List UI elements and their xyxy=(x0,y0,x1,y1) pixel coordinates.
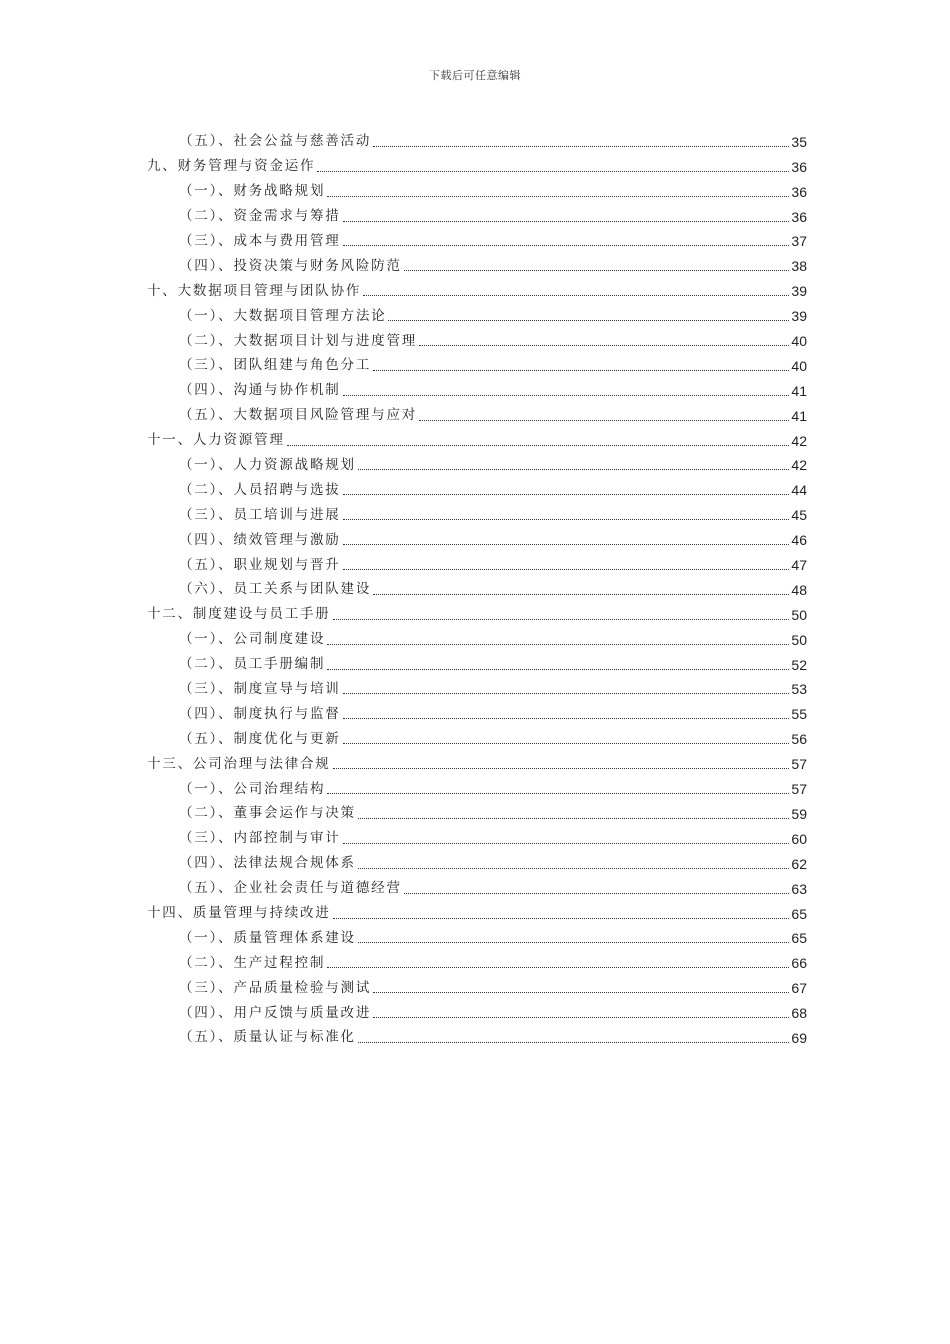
toc-dot-leader xyxy=(343,718,790,719)
toc-section-entry[interactable] xyxy=(147,623,807,648)
toc-entry-title: （三）、团队组建与角色分工 xyxy=(179,357,372,374)
toc-entry-title: （三）、产品质量检验与测试 xyxy=(179,979,372,996)
toc-dot-leader xyxy=(373,370,789,371)
toc-dot-leader xyxy=(363,295,789,296)
toc-entry-title: （一）、财务战略规划 xyxy=(179,183,326,200)
toc-page-number: 46 xyxy=(791,532,807,549)
toc-section-entry[interactable] xyxy=(147,200,807,225)
toc-entry-title: （二）、人员招聘与选拔 xyxy=(179,481,341,498)
toc-entry-title: （五）、质量认证与标准化 xyxy=(179,1029,356,1046)
toc-section-entry[interactable] xyxy=(147,996,807,1021)
toc-page-number: 40 xyxy=(791,333,807,350)
toc-section-entry[interactable] xyxy=(147,175,807,200)
toc-entry-title: （三）、员工培训与进展 xyxy=(179,506,341,523)
toc-dot-leader xyxy=(419,420,789,421)
toc-section-entry[interactable] xyxy=(147,498,807,523)
toc-page-number: 50 xyxy=(791,631,807,648)
toc-dot-leader xyxy=(419,345,789,346)
toc-entry-title: （一）、公司治理结构 xyxy=(179,780,326,797)
toc-section-entry[interactable] xyxy=(147,673,807,698)
toc-entry-title: （二）、生产过程控制 xyxy=(179,954,326,971)
toc-dot-leader xyxy=(343,743,790,744)
toc-section-entry[interactable] xyxy=(147,349,807,374)
table-of-contents xyxy=(147,125,807,1046)
toc-dot-leader xyxy=(327,967,789,968)
toc-page-number: 35 xyxy=(791,133,807,150)
toc-entry-title: （三）、制度宣导与培训 xyxy=(179,680,341,697)
toc-page-number: 59 xyxy=(791,805,807,822)
toc-dot-leader xyxy=(358,868,790,869)
toc-entry-title: （四）、绩效管理与激励 xyxy=(179,531,341,548)
toc-dot-leader xyxy=(373,594,789,595)
toc-section-entry[interactable] xyxy=(147,1021,807,1046)
toc-page-number: 50 xyxy=(791,606,807,623)
toc-page-number: 65 xyxy=(791,930,807,947)
toc-entry-title: 十三、公司治理与法律合规 xyxy=(147,755,331,772)
toc-entry-title: （四）、投资决策与财务风险防范 xyxy=(179,257,402,274)
toc-dot-leader xyxy=(343,519,790,520)
page-header: 下载后可任意编辑 xyxy=(429,69,521,82)
toc-page-number: 52 xyxy=(791,656,807,673)
toc-dot-leader xyxy=(333,918,790,919)
toc-page-number: 41 xyxy=(791,407,807,424)
toc-section-entry[interactable] xyxy=(147,324,807,349)
toc-dot-leader xyxy=(343,569,790,570)
toc-section-entry[interactable] xyxy=(147,922,807,947)
toc-section-entry[interactable] xyxy=(147,971,807,996)
toc-dot-leader xyxy=(373,146,789,147)
toc-section-entry[interactable] xyxy=(147,573,807,598)
toc-dot-leader xyxy=(327,793,789,794)
toc-entry-title: （一）、大数据项目管理方法论 xyxy=(179,307,387,324)
toc-dot-leader xyxy=(333,768,790,769)
toc-page-number: 57 xyxy=(791,756,807,773)
toc-dot-leader xyxy=(373,992,789,993)
toc-dot-leader xyxy=(327,644,789,645)
toc-dot-leader xyxy=(327,669,789,670)
toc-entry-title: 九、财务管理与资金运作 xyxy=(147,158,316,175)
toc-entry-title: （二）、大数据项目计划与进度管理 xyxy=(179,332,418,349)
toc-page-number: 66 xyxy=(791,955,807,972)
toc-page-number: 42 xyxy=(791,457,807,474)
toc-page-number: 56 xyxy=(791,731,807,748)
toc-section-entry[interactable] xyxy=(147,648,807,673)
toc-entry-title: （五）、企业社会责任与道德经营 xyxy=(179,880,402,897)
toc-entry-title: （四）、沟通与协作机制 xyxy=(179,382,341,399)
toc-section-entry[interactable] xyxy=(147,847,807,872)
toc-entry-title: （四）、用户反馈与质量改进 xyxy=(179,1004,372,1021)
toc-page-number: 69 xyxy=(791,1029,807,1046)
toc-page-number: 41 xyxy=(791,382,807,399)
toc-dot-leader xyxy=(343,843,790,844)
toc-section-entry[interactable] xyxy=(147,822,807,847)
toc-dot-leader xyxy=(358,818,790,819)
toc-dot-leader xyxy=(373,1017,789,1018)
toc-page-number: 36 xyxy=(791,208,807,225)
toc-section-entry[interactable] xyxy=(147,523,807,548)
toc-section-entry[interactable] xyxy=(147,872,807,897)
toc-entry-title: （六）、员工关系与团队建设 xyxy=(179,581,372,598)
toc-entry-title: （一）、公司制度建设 xyxy=(179,631,326,648)
toc-entry-title: （二）、资金需求与筹措 xyxy=(179,208,341,225)
toc-dot-leader xyxy=(333,619,790,620)
toc-page-number: 53 xyxy=(791,681,807,698)
toc-dot-leader xyxy=(343,693,790,694)
toc-page-number: 67 xyxy=(791,980,807,997)
toc-dot-leader xyxy=(404,893,790,894)
toc-entry-title: 十一、人力资源管理 xyxy=(147,432,285,449)
toc-dot-leader xyxy=(317,171,789,172)
toc-page-number: 55 xyxy=(791,706,807,723)
toc-page-number: 44 xyxy=(791,482,807,499)
toc-entry-title: （二）、董事会运作与决策 xyxy=(179,805,356,822)
toc-entry-title: （一）、质量管理体系建设 xyxy=(179,929,356,946)
toc-page-number: 68 xyxy=(791,1005,807,1022)
toc-page-number: 60 xyxy=(791,830,807,847)
toc-section-entry[interactable] xyxy=(147,772,807,797)
toc-entry-title: （二）、员工手册编制 xyxy=(179,656,326,673)
toc-page-number: 38 xyxy=(791,258,807,275)
toc-section-entry[interactable] xyxy=(147,946,807,971)
toc-dot-leader xyxy=(343,395,790,396)
toc-chapter-entry[interactable] xyxy=(147,897,807,922)
toc-dot-leader xyxy=(358,942,790,943)
toc-chapter-entry[interactable] xyxy=(147,747,807,772)
toc-section-entry[interactable] xyxy=(147,548,807,573)
toc-dot-leader xyxy=(343,544,790,545)
toc-page-number: 36 xyxy=(791,158,807,175)
toc-page-number: 47 xyxy=(791,557,807,574)
toc-page-number: 36 xyxy=(791,183,807,200)
toc-section-entry[interactable] xyxy=(147,797,807,822)
toc-section-entry[interactable] xyxy=(147,473,807,498)
toc-page-number: 65 xyxy=(791,905,807,922)
toc-section-entry[interactable] xyxy=(147,125,807,150)
toc-entry-title: （三）、成本与费用管理 xyxy=(179,232,341,249)
toc-section-entry[interactable] xyxy=(147,722,807,747)
toc-dot-leader xyxy=(388,320,789,321)
toc-entry-title: 十、大数据项目管理与团队协作 xyxy=(147,282,362,299)
toc-dot-leader xyxy=(358,1042,790,1043)
toc-page-number: 42 xyxy=(791,432,807,449)
toc-chapter-entry[interactable] xyxy=(147,424,807,449)
toc-section-entry[interactable] xyxy=(147,249,807,274)
toc-entry-title: 十四、质量管理与持续改进 xyxy=(147,905,331,921)
toc-dot-leader xyxy=(343,494,790,495)
toc-entry-title: （五）、职业规划与晋升 xyxy=(179,556,341,573)
toc-entry-title: （三）、内部控制与审计 xyxy=(179,830,341,847)
toc-dot-leader xyxy=(343,245,790,246)
toc-page-number: 40 xyxy=(791,357,807,374)
toc-chapter-entry[interactable] xyxy=(147,150,807,175)
toc-dot-leader xyxy=(358,469,790,470)
toc-entry-title: （一）、人力资源战略规划 xyxy=(179,456,356,473)
toc-page-number: 37 xyxy=(791,233,807,250)
toc-entry-title: （五）、大数据项目风险管理与应对 xyxy=(179,407,418,424)
toc-page-number: 39 xyxy=(791,308,807,325)
toc-entry-title: （五）、制度优化与更新 xyxy=(179,730,341,747)
toc-section-entry[interactable] xyxy=(147,299,807,324)
toc-dot-leader xyxy=(327,196,789,197)
toc-entry-title: （五）、社会公益与慈善活动 xyxy=(179,133,372,150)
toc-section-entry[interactable] xyxy=(147,399,807,424)
toc-chapter-entry[interactable] xyxy=(147,274,807,299)
toc-dot-leader xyxy=(287,445,790,446)
toc-section-entry[interactable] xyxy=(147,449,807,474)
toc-page-number: 63 xyxy=(791,880,807,897)
toc-section-entry[interactable] xyxy=(147,374,807,399)
toc-chapter-entry[interactable] xyxy=(147,598,807,623)
toc-section-entry[interactable] xyxy=(147,697,807,722)
toc-section-entry[interactable] xyxy=(147,225,807,250)
toc-page-number: 48 xyxy=(791,581,807,598)
toc-page-number: 45 xyxy=(791,507,807,524)
toc-entry-title: 十二、制度建设与员工手册 xyxy=(147,606,331,623)
toc-dot-leader xyxy=(404,270,790,271)
toc-page-number: 39 xyxy=(791,283,807,300)
toc-entry-title: （四）、法律法规合规体系 xyxy=(179,855,356,872)
toc-entry-title: （四）、制度执行与监督 xyxy=(179,705,341,722)
toc-page-number: 62 xyxy=(791,855,807,872)
toc-dot-leader xyxy=(343,221,790,222)
toc-page-number: 57 xyxy=(791,781,807,798)
